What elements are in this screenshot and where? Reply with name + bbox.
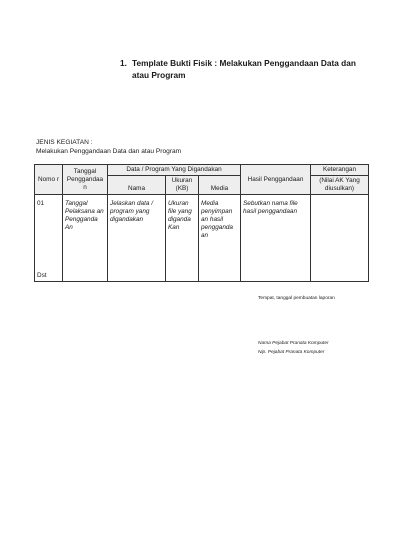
- cell-empty: [311, 267, 369, 282]
- header-ukuran: Ukuran (KB): [166, 176, 199, 195]
- activity-label: JENIS KEGIATAN :: [36, 139, 93, 146]
- heading-line-2: atau Program: [132, 70, 186, 80]
- header-keterangan: Keterangan: [311, 165, 369, 176]
- header-hasil: Hasil Penggandaan: [241, 165, 311, 195]
- heading-number: 1.: [120, 58, 127, 68]
- cell-empty: [166, 267, 199, 282]
- cell-nomor: 01: [35, 195, 63, 268]
- signature-official-nip: Nip. Pejabat Pranata Komputer: [258, 350, 325, 355]
- cell-dst: Dst: [35, 267, 63, 282]
- header-keterangan-sub: (Nilai AK Yang diusulkan): [311, 176, 369, 195]
- cell-keterangan: [311, 195, 369, 268]
- header-nomor: Nomo r: [35, 165, 63, 195]
- activity-value: Melakukan Penggandaan Data dan atau Program: [36, 148, 182, 155]
- header-media: Media: [199, 176, 241, 195]
- cell-tanggal: Tanggal Pelaksana an Pengganda An: [63, 195, 108, 268]
- cell-empty: [63, 267, 108, 282]
- table-row-last: [35, 267, 369, 282]
- cell-ukuran: Ukuran file yang digandа Kan: [166, 195, 199, 268]
- table-row: [35, 195, 369, 268]
- cell-media: Media penyimpan an hasil pengganda an: [199, 195, 241, 268]
- heading-line-1: Template Bukti Fisik : Melakukan Penggandaan Data dan: [132, 58, 356, 68]
- cell-empty: [241, 267, 311, 282]
- cell-empty: [199, 267, 241, 282]
- cell-nama: Jelaskan data / program yang digandakan: [108, 195, 166, 268]
- signature-official-name: Nama Pejabat Pranata Komputer: [258, 341, 329, 346]
- header-tanggal: Tanggal Penggandaa n: [63, 165, 108, 195]
- signature-place-date: Tempat, tanggal pembuatan laporan: [258, 296, 335, 301]
- header-data-program: Data / Program Yang Digandakan: [108, 165, 241, 176]
- cell-hasil: Sebutkan nama file hasil penggandaan: [241, 195, 311, 268]
- cell-empty: [108, 267, 166, 282]
- evidence-table: [34, 164, 369, 282]
- header-nama: Nama: [108, 176, 166, 195]
